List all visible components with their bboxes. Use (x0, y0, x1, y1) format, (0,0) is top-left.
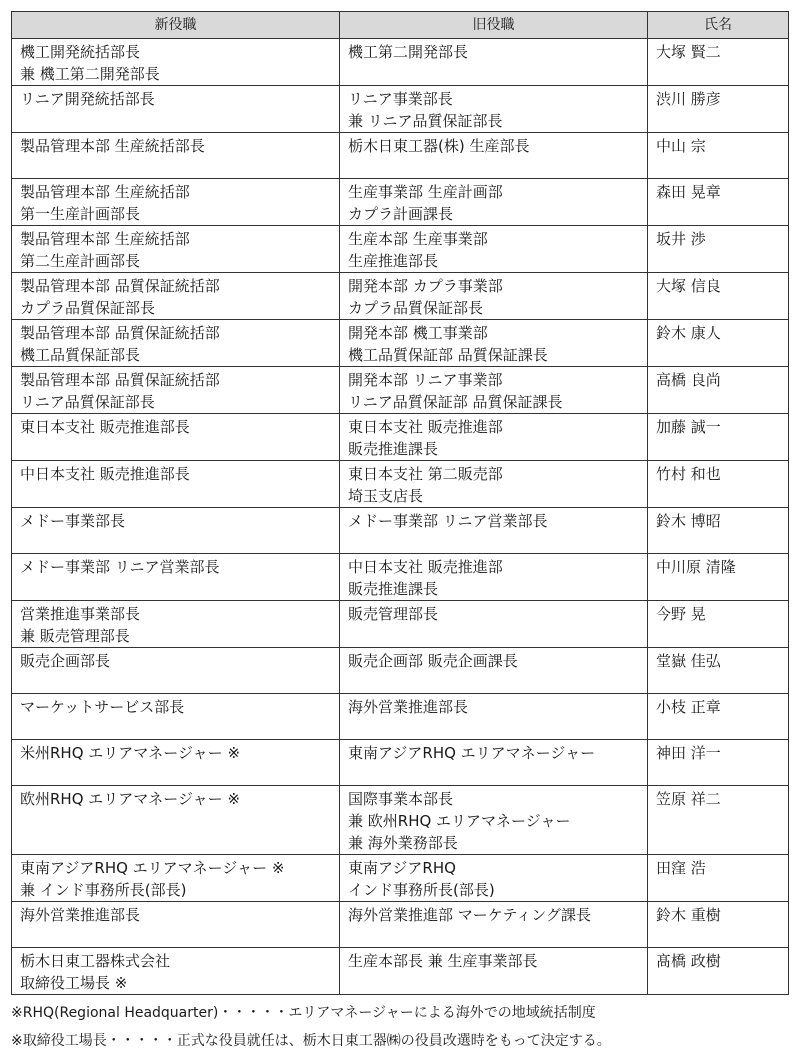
table-row (12, 648, 789, 694)
person-name-cell: 森田 晃章 (648, 179, 789, 226)
person-name-cell: 神田 洋一 (648, 740, 789, 786)
person-name-cell: 笠原 祥二 (648, 786, 789, 855)
old-position-cell (340, 740, 648, 786)
new-position-cell-line: 製品管理本部 品質保証統括部 (20, 277, 220, 295)
old-position-cell-line: 国際事業本部長 (348, 790, 454, 808)
new-position-cell-line: マーケットサービス部長 (20, 698, 185, 716)
new-position-cell-line: 機工品質保証部長 (20, 346, 141, 364)
new-position-cell-line: リニア開発統括部長 (20, 90, 155, 108)
new-position-cell (12, 694, 340, 740)
old-position-cell-line: 生産本部 生産事業部 (348, 230, 488, 248)
old-position-cell-line: 東南アジアRHQ (348, 859, 456, 877)
old-position-cell-line: 販売推進課長 (348, 440, 439, 458)
person-name-cell: 中川原 清隆 (648, 554, 789, 601)
new-position-cell (12, 179, 340, 226)
new-position-cell (12, 948, 340, 995)
table-header-row (12, 12, 789, 39)
old-position-cell-line: 兼 リニア品質保証部長 (348, 112, 503, 130)
person-name-cell: 鈴木 康人 (648, 320, 789, 367)
new-position-cell (12, 414, 340, 461)
person-name-cell: 坂井 渉 (648, 226, 789, 273)
person-name-cell: 今野 晃 (648, 601, 789, 648)
new-position-cell (12, 740, 340, 786)
table-row (12, 554, 789, 601)
new-position-cell (12, 554, 340, 601)
person-name-cell: 小枝 正章 (648, 694, 789, 740)
person-name-cell: 中山 宗 (648, 133, 789, 179)
old-position-cell-line: 東日本支社 第二販売部 (348, 465, 503, 483)
new-position-cell (12, 39, 340, 86)
table-row (12, 179, 789, 226)
old-position-cell (340, 179, 648, 226)
old-position-cell (340, 461, 648, 508)
new-position-cell-line: 製品管理本部 生産統括部 (20, 183, 190, 201)
person-name-cell: 髙橋 政樹 (648, 948, 789, 995)
person-name-cell: 竹村 和也 (648, 461, 789, 508)
table-row (12, 133, 789, 179)
personnel-table (11, 11, 789, 995)
footnote-director: ※取締役工場長・・・・・正式な役員就任は、栃木日東工器㈱の役員改選時をもって決定する。 (11, 1033, 611, 1049)
new-position-cell-line: 兼 機工第二開発部長 (20, 65, 160, 83)
new-position-cell (12, 508, 340, 554)
old-position-cell-line: 東日本支社 販売推進部 (348, 418, 503, 436)
new-position-cell (12, 461, 340, 508)
new-position-cell (12, 648, 340, 694)
old-position-cell-line: 機工品質保証部 品質保証課長 (348, 346, 548, 364)
new-position-cell-line: 東南アジアRHQ エリアマネージャー ※ (20, 859, 285, 877)
new-position-cell-line: 販売企画部長 (20, 652, 111, 670)
new-position-cell (12, 367, 340, 414)
table-row (12, 786, 789, 855)
new-position-cell-line: 製品管理本部 生産統括部 (20, 230, 190, 248)
table-row (12, 320, 789, 367)
old-position-cell-line: カプラ品質保証部長 (348, 299, 484, 317)
old-position-cell-line: 開発本部 リニア事業部 (348, 371, 503, 389)
old-position-cell-line: 販売企画部 販売企画課長 (348, 652, 518, 670)
old-position-cell-line: 販売推進課長 (348, 580, 439, 598)
old-position-cell (340, 855, 648, 902)
new-position-cell (12, 601, 340, 648)
old-position-cell (340, 367, 648, 414)
header-old-position: 旧役職 (340, 12, 648, 39)
new-position-cell-line: 栃木日東工器株式会社 (20, 952, 171, 970)
old-position-cell (340, 320, 648, 367)
old-position-cell (340, 601, 648, 648)
new-position-cell-line: 製品管理本部 品質保証統括部 (20, 324, 220, 342)
old-position-cell-line: 機工第二開発部長 (348, 43, 469, 61)
person-name-cell: 渋川 勝彦 (648, 86, 789, 133)
old-position-cell (340, 948, 648, 995)
old-position-cell (340, 133, 648, 179)
new-position-cell-line: 第二生産計画部長 (20, 252, 141, 270)
person-name-cell: 鈴木 重樹 (648, 902, 789, 948)
person-name-cell: 高橋 良尚 (648, 367, 789, 414)
new-position-cell (12, 86, 340, 133)
new-position-cell-line: 兼 インド事務所長(部長) (20, 881, 187, 899)
new-position-cell (12, 902, 340, 948)
new-position-cell (12, 855, 340, 902)
person-name-cell: 鈴木 博昭 (648, 508, 789, 554)
table-row (12, 601, 789, 648)
table-row (12, 273, 789, 320)
old-position-cell (340, 226, 648, 273)
new-position-cell-line: 東日本支社 販売推進部長 (20, 418, 190, 436)
person-name-cell: 大塚 賢二 (648, 39, 789, 86)
new-position-cell-line: 米州RHQ エリアマネージャー ※ (20, 744, 241, 762)
person-name-cell: 堂嶽 佳弘 (648, 648, 789, 694)
new-position-cell (12, 133, 340, 179)
new-position-cell-line: 中日本支社 販売推進部長 (20, 465, 190, 483)
new-position-cell-line: メドー事業部 リニア営業部長 (20, 558, 220, 576)
old-position-cell (340, 786, 648, 855)
old-position-cell-line: 生産推進部長 (348, 252, 439, 270)
table-row (12, 902, 789, 948)
footnote-rhq: ※RHQ(Regional Headquarter)・・・・・エリアマネージャーによる海外での地域統括制度 (11, 1005, 596, 1021)
old-position-cell-line: 兼 海外業務部長 (348, 834, 458, 852)
new-position-cell-line: 欧州RHQ エリアマネージャー ※ (20, 790, 241, 808)
person-name-cell: 加藤 誠一 (648, 414, 789, 461)
header-new-position: 新役職 (12, 12, 340, 39)
old-position-cell-line: カプラ計画課長 (348, 205, 454, 223)
table-row (12, 39, 789, 86)
old-position-cell-line: 生産本部長 兼 生産事業部長 (348, 952, 538, 970)
old-position-cell-line: 海外営業推進部 マーケティング課長 (348, 906, 591, 924)
old-position-cell-line: 生産事業部 生産計画部 (348, 183, 503, 201)
new-position-cell (12, 320, 340, 367)
table-row (12, 855, 789, 902)
old-position-cell (340, 273, 648, 320)
table-row (12, 694, 789, 740)
old-position-cell (340, 694, 648, 740)
old-position-cell-line: 開発本部 カプラ事業部 (348, 277, 503, 295)
new-position-cell-line: 製品管理本部 品質保証統括部 (20, 371, 220, 389)
new-position-cell-line: リニア品質保証部長 (20, 393, 155, 411)
old-position-cell-line: 開発本部 機工事業部 (348, 324, 488, 342)
old-position-cell (340, 554, 648, 601)
old-position-cell-line: リニア事業部長 (348, 90, 453, 108)
footnotes (11, 999, 788, 1055)
table-row (12, 414, 789, 461)
new-position-cell-line: 海外営業推進部長 (20, 906, 141, 924)
new-position-cell-line: メドー事業部長 (20, 512, 126, 530)
new-position-cell-line: 営業推進事業部長 (20, 605, 141, 623)
table-row (12, 367, 789, 414)
table-row (12, 740, 789, 786)
new-position-cell-line: 兼 販売管理部長 (20, 627, 130, 645)
old-position-cell-line: インド事務所長(部長) (348, 881, 495, 899)
table-row (12, 86, 789, 133)
old-position-cell-line: 兼 欧州RHQ エリアマネージャー (348, 812, 571, 830)
old-position-cell (340, 86, 648, 133)
old-position-cell (340, 39, 648, 86)
new-position-cell-line: 取締役工場長 ※ (20, 974, 128, 992)
old-position-cell (340, 902, 648, 948)
new-position-cell-line: 製品管理本部 生産統括部長 (20, 137, 205, 155)
old-position-cell-line: リニア品質保証部 品質保証課長 (348, 393, 563, 411)
new-position-cell (12, 786, 340, 855)
new-position-cell (12, 226, 340, 273)
table-body (12, 39, 789, 995)
new-position-cell (12, 273, 340, 320)
old-position-cell-line: メドー事業部 リニア営業部長 (348, 512, 548, 530)
table-row (12, 461, 789, 508)
new-position-cell-line: 機工開発統括部長 (20, 43, 141, 61)
header-name: 氏名 (648, 12, 789, 39)
old-position-cell-line: 中日本支社 販売推進部 (348, 558, 503, 576)
old-position-cell-line: 栃木日東工器(株) 生産部長 (348, 137, 530, 155)
new-position-cell-line: 第一生産計画部長 (20, 205, 141, 223)
new-position-cell-line: カプラ品質保証部長 (20, 299, 156, 317)
table-row (12, 508, 789, 554)
old-position-cell-line: 販売管理部長 (348, 605, 439, 623)
table-row (12, 948, 789, 995)
person-name-cell: 田窪 浩 (648, 855, 789, 902)
old-position-cell (340, 648, 648, 694)
table-row (12, 226, 789, 273)
old-position-cell-line: 東南アジアRHQ エリアマネージャー (348, 744, 596, 762)
personnel-document (11, 11, 788, 1055)
old-position-cell-line: 海外営業推進部長 (348, 698, 469, 716)
person-name-cell: 大塚 信良 (648, 273, 789, 320)
old-position-cell-line: 埼玉支店長 (348, 487, 424, 505)
old-position-cell (340, 508, 648, 554)
old-position-cell (340, 414, 648, 461)
